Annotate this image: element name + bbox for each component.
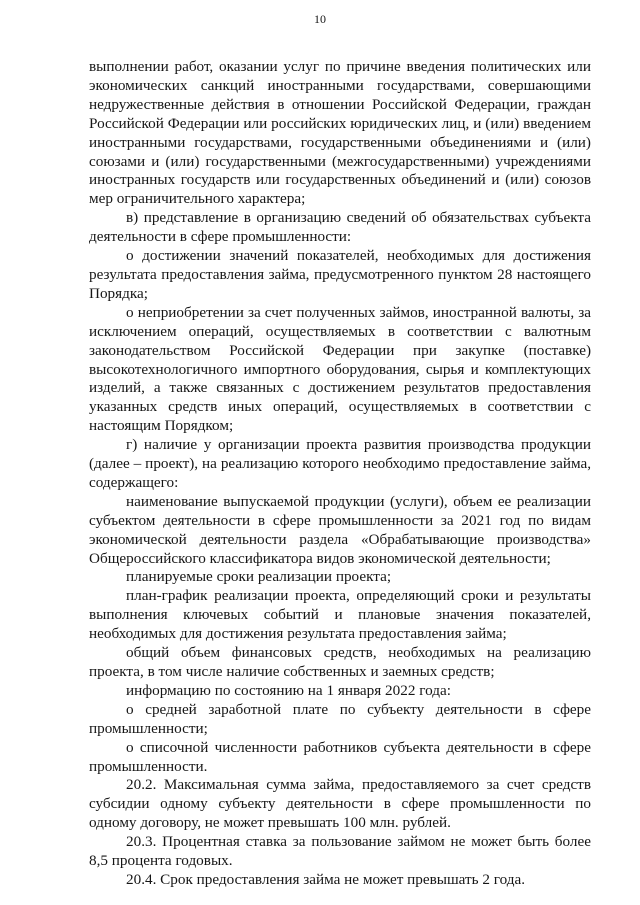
paragraph: план-график реализации проекта, определяющий сроки и результаты выполнения ключевых событий и плановые значения показателей, необходимых для достижения результата предоставления займа; [89, 587, 591, 643]
paragraph: о средней заработной плате по субъекту деятельности в сфере промышленности; [89, 700, 591, 737]
paragraph: наименование выпускаемой продукции (услуги), объем ее реализации субъектом деятельности в сфере промышленности за 2021 год по видам экономической деятельности раздела «Обрабатывающие производства» Общероссийского классификатора видов экономической деятельности; [89, 492, 591, 567]
paragraph: 20.3. Процентная ставка за пользование займом не может быть более 8,5 процента годовых. [89, 833, 591, 870]
paragraph: о достижении значений показателей, необходимых для достижения результата предоставления займа, предусмотренного пунктом 28 настоящего Порядка; [89, 247, 591, 302]
paragraph: 20.2. Максимальная сумма займа, предоставляемого за счет средств субсидии одному субъекту деятельности в сфере промышленности по одному договору, не может превышать 100 млн. рублей. [89, 776, 591, 832]
paragraph: в) представление в организацию сведений об обязательствах субъекта деятельности в сфере промышленности: [89, 209, 591, 246]
paragraph: 20.4. Срок предоставления займа не может превышать 2 года. [126, 870, 526, 888]
paragraph: общий объем финансовых средств, необходимых на реализацию проекта, в том числе наличие собственных и заемных средств; [89, 644, 591, 680]
paragraph: г) наличие у организации проекта развития производства продукции (далее – проект), на реализацию которого необходимо предоставление займа, содержащего: [89, 436, 591, 491]
paragraph: информацию по состоянию на 1 января 2022 года: [126, 681, 451, 699]
paragraph: о списочной численности работников субъекта деятельности в сфере промышленности. [89, 738, 591, 775]
page-number: 10 [314, 12, 326, 26]
paragraph: о неприобретении за счет полученных займов, иностранной валюты, за исключением операций, осуществляемых в соответствии с валютным законодательством Российской Федерации при закупке (поставке) высокотехнологичного импортного оборудования, сырья и комплектующих изделий, а также связанных с достижением результатов предоставления указанных средств иных операций, осуществляемых в соответствии с настоящим Порядком; [89, 303, 591, 435]
document-body [89, 58, 591, 890]
paragraph-continued: выполнении работ, оказании услуг по причине введения политических или экономических санкций иностранными государствами, совершающими недружественные действия в отношении Российской Федерации, граждан Российской Федерации или российских юридических лиц, и (или) введением иностранными государствами, государственными объединениями и (или) союзами и (или) государственными (межгосударственными) учреждениями иностранных государств или государственных объединений и (или) союзов мер ограничительного характера; [89, 58, 591, 208]
paragraph: планируемые сроки реализации проекта; [126, 568, 392, 586]
